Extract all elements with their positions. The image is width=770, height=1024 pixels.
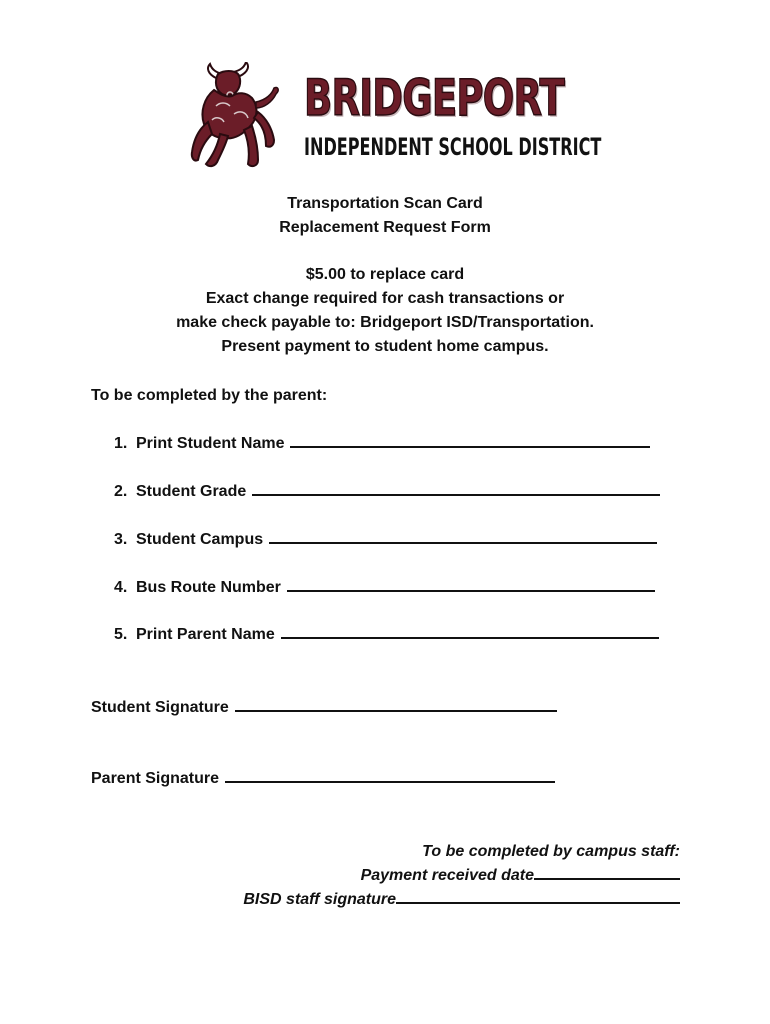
field-bus-route bbox=[114, 576, 655, 599]
field-label: Student Campus bbox=[136, 531, 264, 548]
field-label: Print Student Name bbox=[136, 435, 285, 452]
field-student-grade bbox=[114, 480, 660, 503]
brand-subtitle: INDEPENDENT SCHOOL DISTRICT bbox=[304, 133, 602, 161]
field-number: 3. bbox=[114, 531, 128, 548]
form-heading bbox=[0, 192, 770, 240]
field-parent-name bbox=[114, 623, 659, 646]
payment-instructions bbox=[0, 263, 770, 359]
exact-change-line: Exact change required for cash transactions or bbox=[205, 290, 565, 307]
field-student-campus bbox=[114, 528, 657, 551]
field-student-name bbox=[114, 432, 650, 455]
parent-section-intro: To be completed by the parent: bbox=[91, 387, 328, 404]
payment-date-field bbox=[243, 864, 680, 888]
form-title: Transportation Scan Card bbox=[287, 195, 483, 212]
form-subtitle: Replacement Request Form bbox=[279, 219, 491, 236]
bull-icon bbox=[186, 62, 282, 170]
staff-section-heading: To be completed by campus staff: bbox=[422, 843, 680, 860]
staff-signature-label: BISD staff signature bbox=[243, 891, 396, 908]
student-grade-line[interactable] bbox=[252, 480, 660, 496]
parent-signature-field bbox=[91, 767, 555, 790]
staff-signature-line[interactable] bbox=[396, 888, 680, 904]
bus-route-line[interactable] bbox=[287, 576, 655, 592]
field-label: Student Grade bbox=[136, 483, 247, 500]
field-label: Bus Route Number bbox=[136, 579, 281, 596]
field-number: 1. bbox=[114, 435, 128, 452]
student-name-line[interactable] bbox=[290, 432, 650, 448]
payment-date-label: Payment received date bbox=[360, 867, 534, 884]
brand-text bbox=[304, 69, 602, 161]
brand-title: BRIDGEPORT bbox=[304, 69, 565, 127]
present-payment-line: Present payment to student home campus. bbox=[221, 338, 549, 355]
student-signature-field bbox=[91, 696, 557, 719]
field-number: 2. bbox=[114, 483, 128, 500]
field-number: 5. bbox=[114, 626, 128, 643]
district-logo bbox=[186, 62, 602, 172]
parent-name-line[interactable] bbox=[281, 623, 659, 639]
check-payable-line: make check payable to: Bridgeport ISD/Transportation. bbox=[176, 314, 594, 331]
field-label: Print Parent Name bbox=[136, 626, 275, 643]
student-campus-line[interactable] bbox=[269, 528, 657, 544]
staff-section bbox=[243, 840, 680, 912]
student-signature-label: Student Signature bbox=[91, 699, 229, 716]
parent-signature-label: Parent Signature bbox=[91, 770, 220, 787]
fee-line: $5.00 to replace card bbox=[305, 266, 465, 283]
staff-signature-field bbox=[243, 888, 680, 912]
parent-signature-line[interactable] bbox=[225, 767, 555, 783]
field-number: 4. bbox=[114, 579, 128, 596]
student-signature-line[interactable] bbox=[235, 696, 557, 712]
payment-date-line[interactable] bbox=[534, 864, 680, 880]
